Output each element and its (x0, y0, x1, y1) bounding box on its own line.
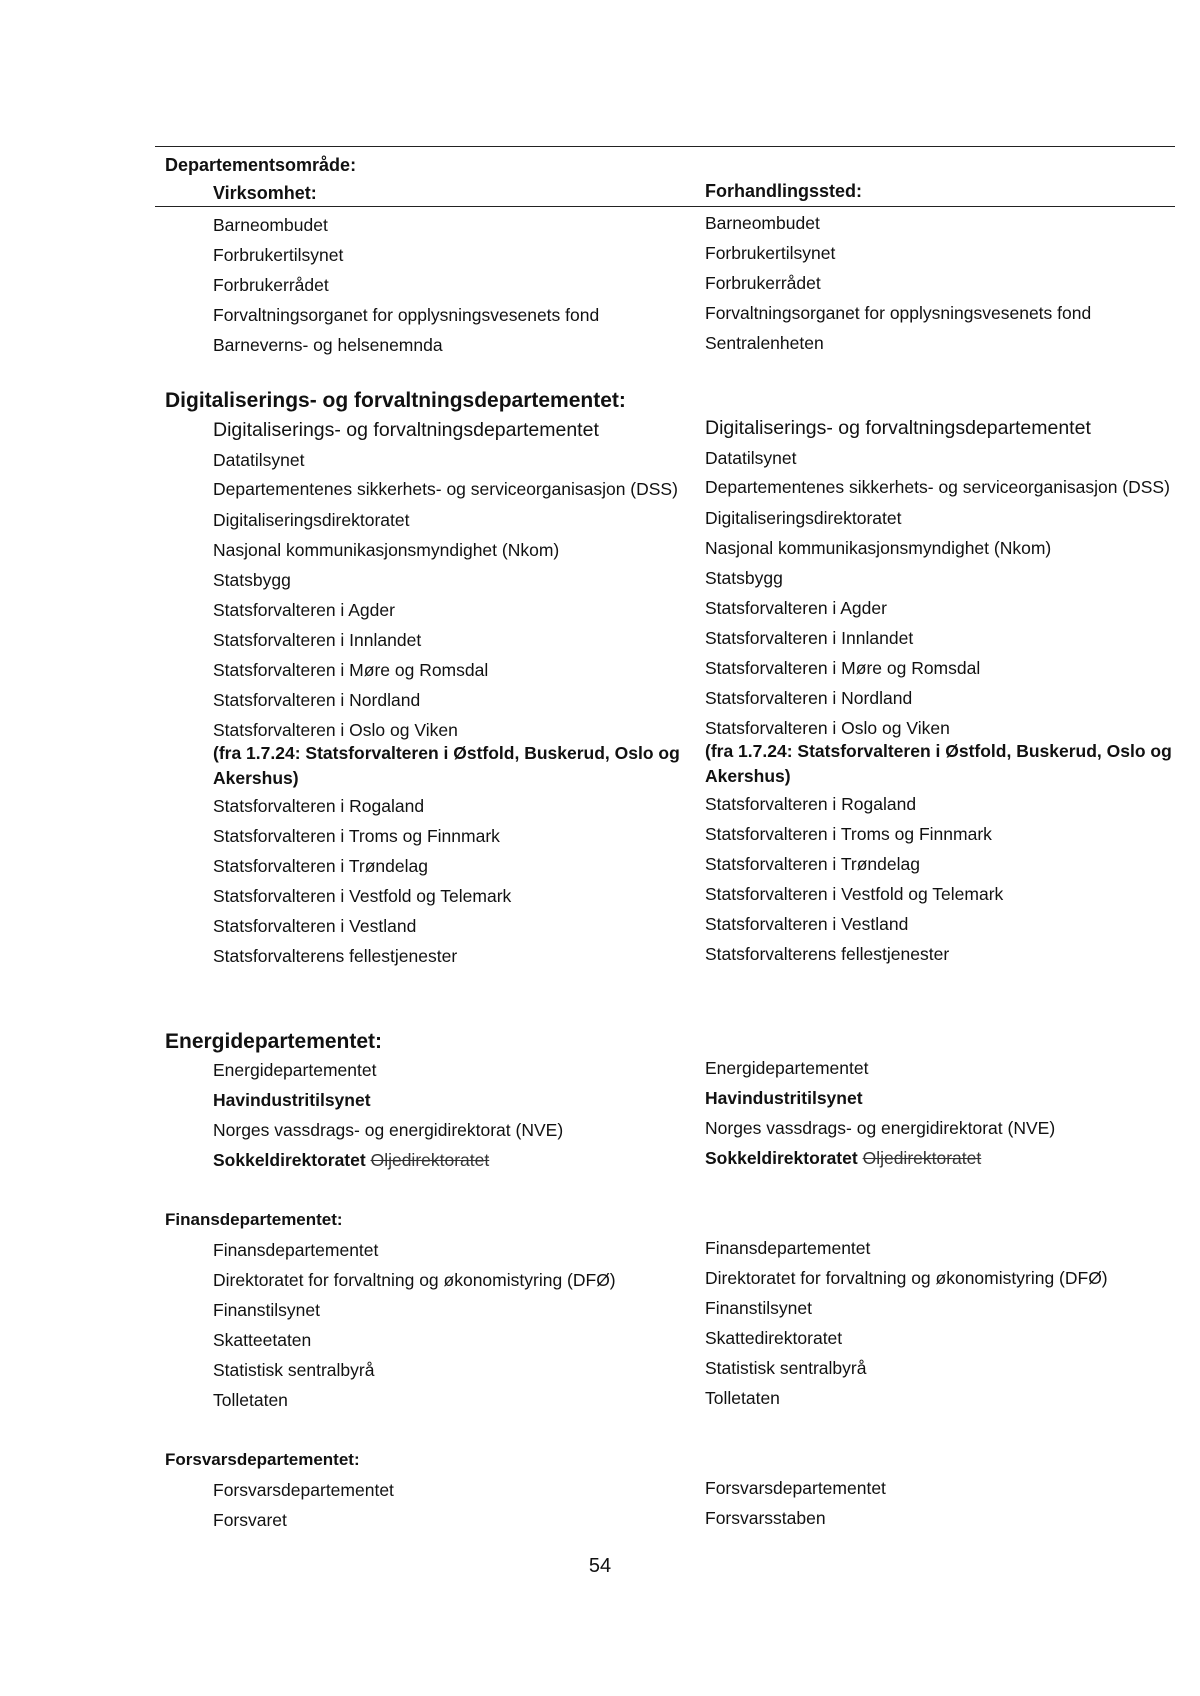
list-item: Statsforvalteren i Agder (213, 600, 395, 620)
list-item: Statsforvalteren i Vestland (705, 914, 909, 934)
finans-list-right (705, 1233, 1175, 1413)
list-item: Forsvarsdepartementet (705, 1478, 886, 1498)
list-item: Norges vassdrags- og energidirektorat (NVE) (705, 1118, 1056, 1138)
list-item-oslo (705, 713, 1175, 789)
list-item: Energidepartementet (213, 1060, 377, 1080)
list-item: Statsforvalteren i Vestfold og Telemark (213, 886, 512, 906)
energi-list-left (213, 1055, 683, 1175)
list-item: Energidepartementet (705, 1058, 869, 1078)
sokkel-label: Sokkeldirektoratet (705, 1148, 858, 1168)
list-item: Forbrukerrådet (213, 275, 329, 295)
list-item: Nasjonal kommunikasjonsmyndighet (Nkom) (213, 540, 560, 560)
list-item: Forbrukertilsynet (213, 245, 344, 265)
section-title-energi: Energidepartementet: (165, 1030, 383, 1053)
list-item: Statsforvalteren i Vestland (213, 916, 417, 936)
list-item: Finansdepartementet (705, 1238, 871, 1258)
forsvar-list-left (213, 1475, 683, 1535)
list-item: Barneverns- og helsenemnda (213, 335, 443, 355)
list-item: Direktoratet for forvaltning og økonomistyring (DFØ) (705, 1268, 1108, 1288)
list-item: Direktoratet for forvaltning og økonomistyring (DFØ) (213, 1270, 616, 1290)
list-item: Statsforvalteren i Trøndelag (705, 854, 920, 874)
area-label: Departementsområde: (165, 155, 357, 175)
energi-list-right (705, 1053, 1175, 1173)
list-item: Statsforvalterens fellestjenester (213, 946, 458, 966)
list-item: Forsvaret (213, 1510, 287, 1530)
oslo-note: (fra 1.7.24: Statsforvalteren i Østfold, Buskerud, Oslo og Akershus) (213, 743, 680, 788)
list-item: Statistisk sentralbyrå (213, 1360, 375, 1380)
list-item: Statsforvalteren i Trøndelag (213, 856, 428, 876)
list-item: Finanstilsynet (705, 1298, 812, 1318)
list-item: Digitaliserings- og forvaltningsdepartementet (213, 419, 599, 441)
list-item: Statsforvalteren i Rogaland (213, 796, 425, 816)
section-title-digi: Digitaliserings- og forvaltningsdepartementet: (165, 389, 626, 412)
list-item: Digitaliseringsdirektoratet (213, 510, 410, 530)
list-item-label: Statsforvalteren i Oslo og Viken (705, 718, 950, 738)
list-item: Statsforvalteren i Troms og Finnmark (213, 826, 500, 846)
intro-list-right (705, 208, 1175, 358)
list-item: Forsvarsdepartementet (213, 1480, 394, 1500)
list-item: Havindustritilsynet (705, 1088, 863, 1108)
struck-olje-label: Oljedirektoratet (370, 1150, 490, 1170)
section-title-finans: Finansdepartementet: (165, 1210, 343, 1229)
list-item: Forsvarsstaben (705, 1508, 826, 1528)
list-item: Statsforvalteren i Troms og Finnmark (705, 824, 992, 844)
list-item: Tolletaten (213, 1390, 288, 1410)
list-item-label: Statsforvalteren i Oslo og Viken (213, 720, 458, 740)
list-item: Datatilsynet (705, 448, 797, 468)
oslo-note: (fra 1.7.24: Statsforvalteren i Østfold, Buskerud, Oslo og Akershus) (705, 741, 1172, 786)
list-item-sokkel (705, 1143, 1175, 1173)
list-item: Statsforvalteren i Nordland (705, 688, 913, 708)
list-item: Datatilsynet (213, 450, 305, 470)
top-rule (155, 146, 1175, 147)
list-item: Statsforvalteren i Vestfold og Telemark (705, 884, 1004, 904)
list-item: Statsforvalteren i Nordland (213, 690, 421, 710)
list-item: Statsforvalteren i Møre og Romsdal (705, 658, 981, 678)
list-item: Skattedirektoratet (705, 1328, 843, 1348)
list-item: Finanstilsynet (213, 1300, 320, 1320)
list-item: Digitaliseringsdirektoratet (705, 508, 902, 528)
list-item: Barneombudet (705, 213, 820, 233)
digi-list-left (213, 415, 683, 971)
list-item: Tolletaten (705, 1388, 780, 1408)
header-rule (155, 206, 1175, 207)
list-item: Forbrukertilsynet (705, 243, 836, 263)
list-item: Digitaliserings- og forvaltningsdepartementet (705, 417, 1091, 439)
list-item: Havindustritilsynet (213, 1090, 371, 1110)
list-item: Statsforvalteren i Innlandet (705, 628, 914, 648)
list-item: Statsforvalteren i Møre og Romsdal (213, 660, 489, 680)
list-item: Statsforvalteren i Rogaland (705, 794, 917, 814)
list-item: Finansdepartementet (213, 1240, 379, 1260)
list-item: Forbrukerrådet (705, 273, 821, 293)
finans-list-left (213, 1235, 683, 1415)
intro-list-left (213, 210, 683, 360)
list-item: Forvaltningsorganet for opplysningsvesenets fond (213, 305, 600, 325)
list-item: Norges vassdrags- og energidirektorat (NVE) (213, 1120, 564, 1140)
list-item: Forvaltningsorganet for opplysningsvesenets fond (705, 303, 1092, 323)
list-item: Statsbygg (705, 568, 783, 588)
list-item-oslo (213, 715, 683, 791)
list-item: Departementenes sikkerhets- og serviceorganisasjon (DSS) (213, 479, 678, 499)
sokkel-label: Sokkeldirektoratet (213, 1150, 366, 1170)
list-item: Statsbygg (213, 570, 291, 590)
column-header-virksomhet: Virksomhet: (213, 183, 317, 203)
list-item: Departementenes sikkerhets- og serviceorganisasjon (DSS) (705, 477, 1170, 497)
list-item: Statsforvalteren i Agder (705, 598, 887, 618)
list-item: Nasjonal kommunikasjonsmyndighet (Nkom) (705, 538, 1052, 558)
list-item: Statsforvalterens fellestjenester (705, 944, 950, 964)
struck-olje-label: Oljedirektoratet (862, 1148, 982, 1168)
list-item-sokkel (213, 1145, 683, 1175)
list-item: Statsforvalteren i Innlandet (213, 630, 422, 650)
column-header-forhandlingssted: Forhandlingssted: (705, 181, 862, 201)
list-item: Sentralenheten (705, 333, 824, 353)
page-number: 54 (588, 1555, 612, 1577)
digi-list-right (705, 413, 1175, 969)
list-item: Skatteetaten (213, 1330, 312, 1350)
list-item: Statistisk sentralbyrå (705, 1358, 867, 1378)
section-title-forsvar: Forsvarsdepartementet: (165, 1450, 360, 1469)
list-item: Barneombudet (213, 215, 328, 235)
forsvar-list-right (705, 1473, 1175, 1533)
